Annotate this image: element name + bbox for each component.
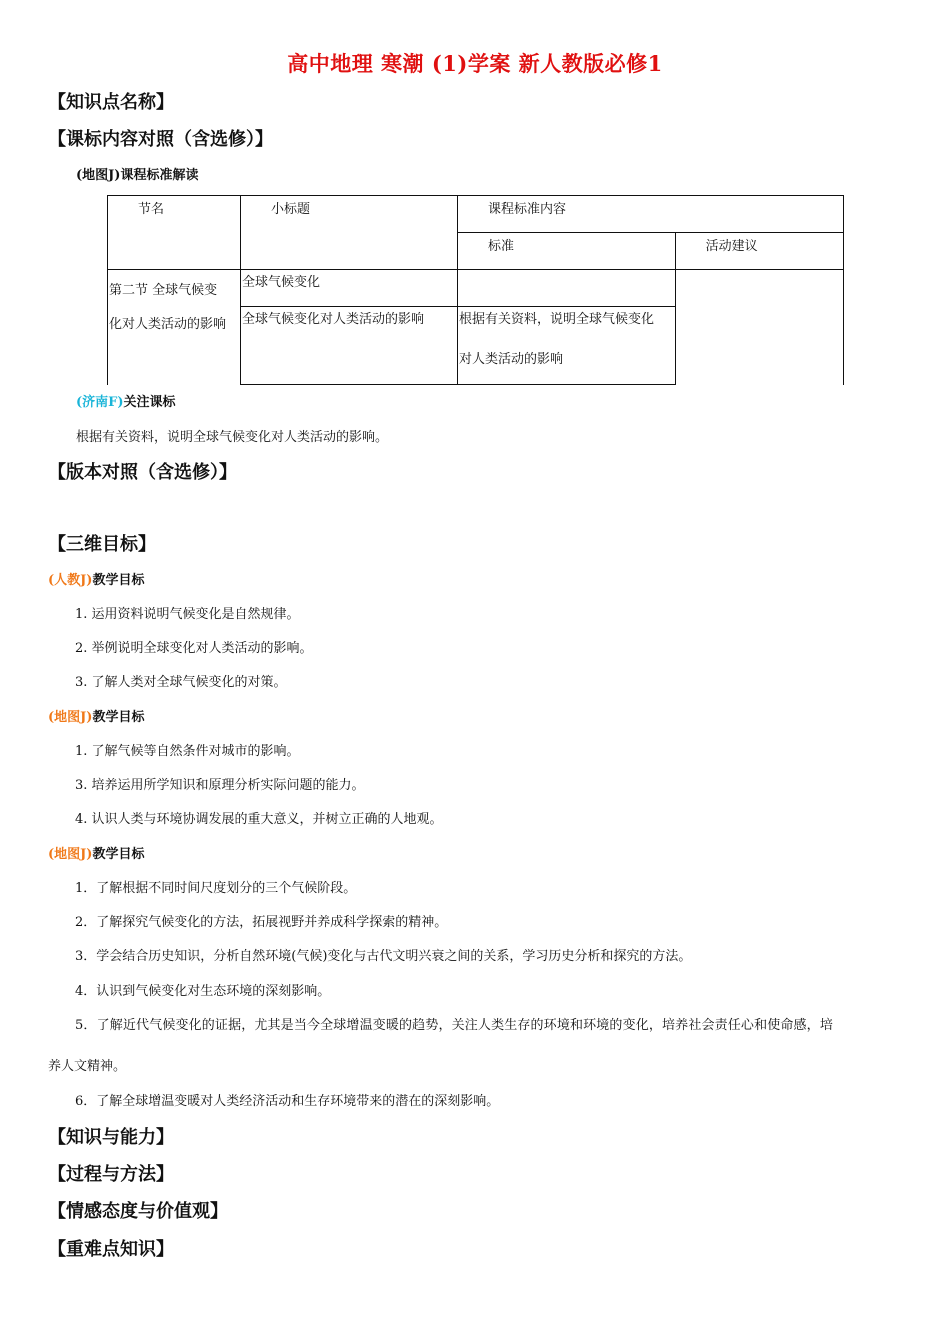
curriculum-label-text: 课程标准解读: [120, 168, 199, 183]
focus-label-text: 关注课标: [123, 395, 176, 410]
list-item: 4. 认识人类与环境协调发展的重大意义，并树立正确的人地观。: [75, 812, 443, 827]
list-item: 4．认识到气候变化对生态环境的深刻影响。: [75, 984, 331, 999]
focus-text: 根据有关资料，说明全球气候变化对人类活动的影响。: [76, 430, 389, 445]
list-item: 5．了解近代气候变化的证据，尤其是当今全球增温变暖的趋势，关注人类生存的环境和环境的变化，培养社会责任心和使命感，培: [75, 1018, 833, 1033]
table-header-subtitle: 小标题: [241, 196, 458, 270]
source-tag: (地图J): [48, 847, 93, 862]
source-tag: (人教J): [48, 573, 93, 588]
goal-block-label-text: 教学目标: [92, 573, 145, 588]
table-header-activity: 活动建议: [675, 233, 843, 270]
list-item: 2．了解探究气候变化的方法，拓展视野并养成科学探索的精神。: [75, 915, 448, 930]
table-cell-section: 第二节 全球气候变 化对人类活动的影响: [108, 270, 241, 385]
goal-block-2-label: [48, 706, 144, 725]
table-header-section: 节名: [108, 196, 241, 270]
curriculum-label: [76, 164, 198, 183]
list-item: 6．了解全球增温变暖对人类经济活动和生存环境带来的潜在的深刻影响。: [75, 1094, 500, 1109]
table-cell-standard-2: 根据有关资料，说明全球气候变化 对人类活动的影响: [458, 307, 676, 385]
goal-block-3-label: [48, 843, 144, 862]
goal-block-1-label: [48, 569, 144, 588]
goal-block-label-text: 教学目标: [92, 710, 145, 725]
heading-emotion-values: 【情感态度与价值观】: [48, 1201, 228, 1222]
source-tag: (地图J): [76, 168, 121, 183]
list-item: 1．了解根据不同时间尺度划分的三个气候阶段。: [75, 881, 357, 896]
source-tag: (地图J): [48, 710, 93, 725]
source-tag: (济南F): [76, 395, 124, 410]
page-title: 高中地理 寒潮 (1)学案 新人教版必修1: [287, 51, 663, 76]
heading-three-goals: 【三维目标】: [48, 534, 156, 555]
list-item: 3. 培养运用所学知识和原理分析实际问题的能力。: [75, 778, 365, 793]
heading-key-points: 【重难点知识】: [48, 1239, 174, 1260]
table-header-content: 课程标准内容: [458, 196, 844, 233]
list-item: 1. 了解气候等自然条件对城市的影响。: [75, 744, 300, 759]
heading-knowledge-ability: 【知识与能力】: [48, 1127, 174, 1148]
table-cell-activity: [675, 270, 843, 385]
heading-version: 【版本对照（含选修）】: [48, 462, 237, 483]
goal-block-label-text: 教学目标: [92, 847, 145, 862]
list-item: 3. 了解人类对全球气候变化的对策。: [75, 675, 287, 690]
table-cell-subtitle-2: 全球气候变化对人类活动的影响: [241, 307, 458, 385]
standards-table: [107, 195, 844, 385]
list-item-continuation: 养人文精神。: [48, 1059, 127, 1074]
list-item: 1. 运用资料说明气候变化是自然规律。: [75, 607, 300, 622]
table-cell-subtitle-1: 全球气候变化: [241, 270, 458, 307]
list-item: 2. 举例说明全球变化对人类活动的影响。: [75, 641, 313, 656]
heading-process-method: 【过程与方法】: [48, 1164, 174, 1185]
focus-label: [76, 391, 176, 410]
heading-curriculum: 【课标内容对照（含选修）】: [48, 129, 273, 150]
table-header-standard: 标准: [458, 233, 676, 270]
list-item: 3．学会结合历史知识，分析自然环境(气候)变化与古代文明兴衰之间的关系，学习历史分析和探究的方法。: [75, 949, 692, 964]
heading-knowledge-name: 【知识点名称】: [48, 92, 174, 113]
